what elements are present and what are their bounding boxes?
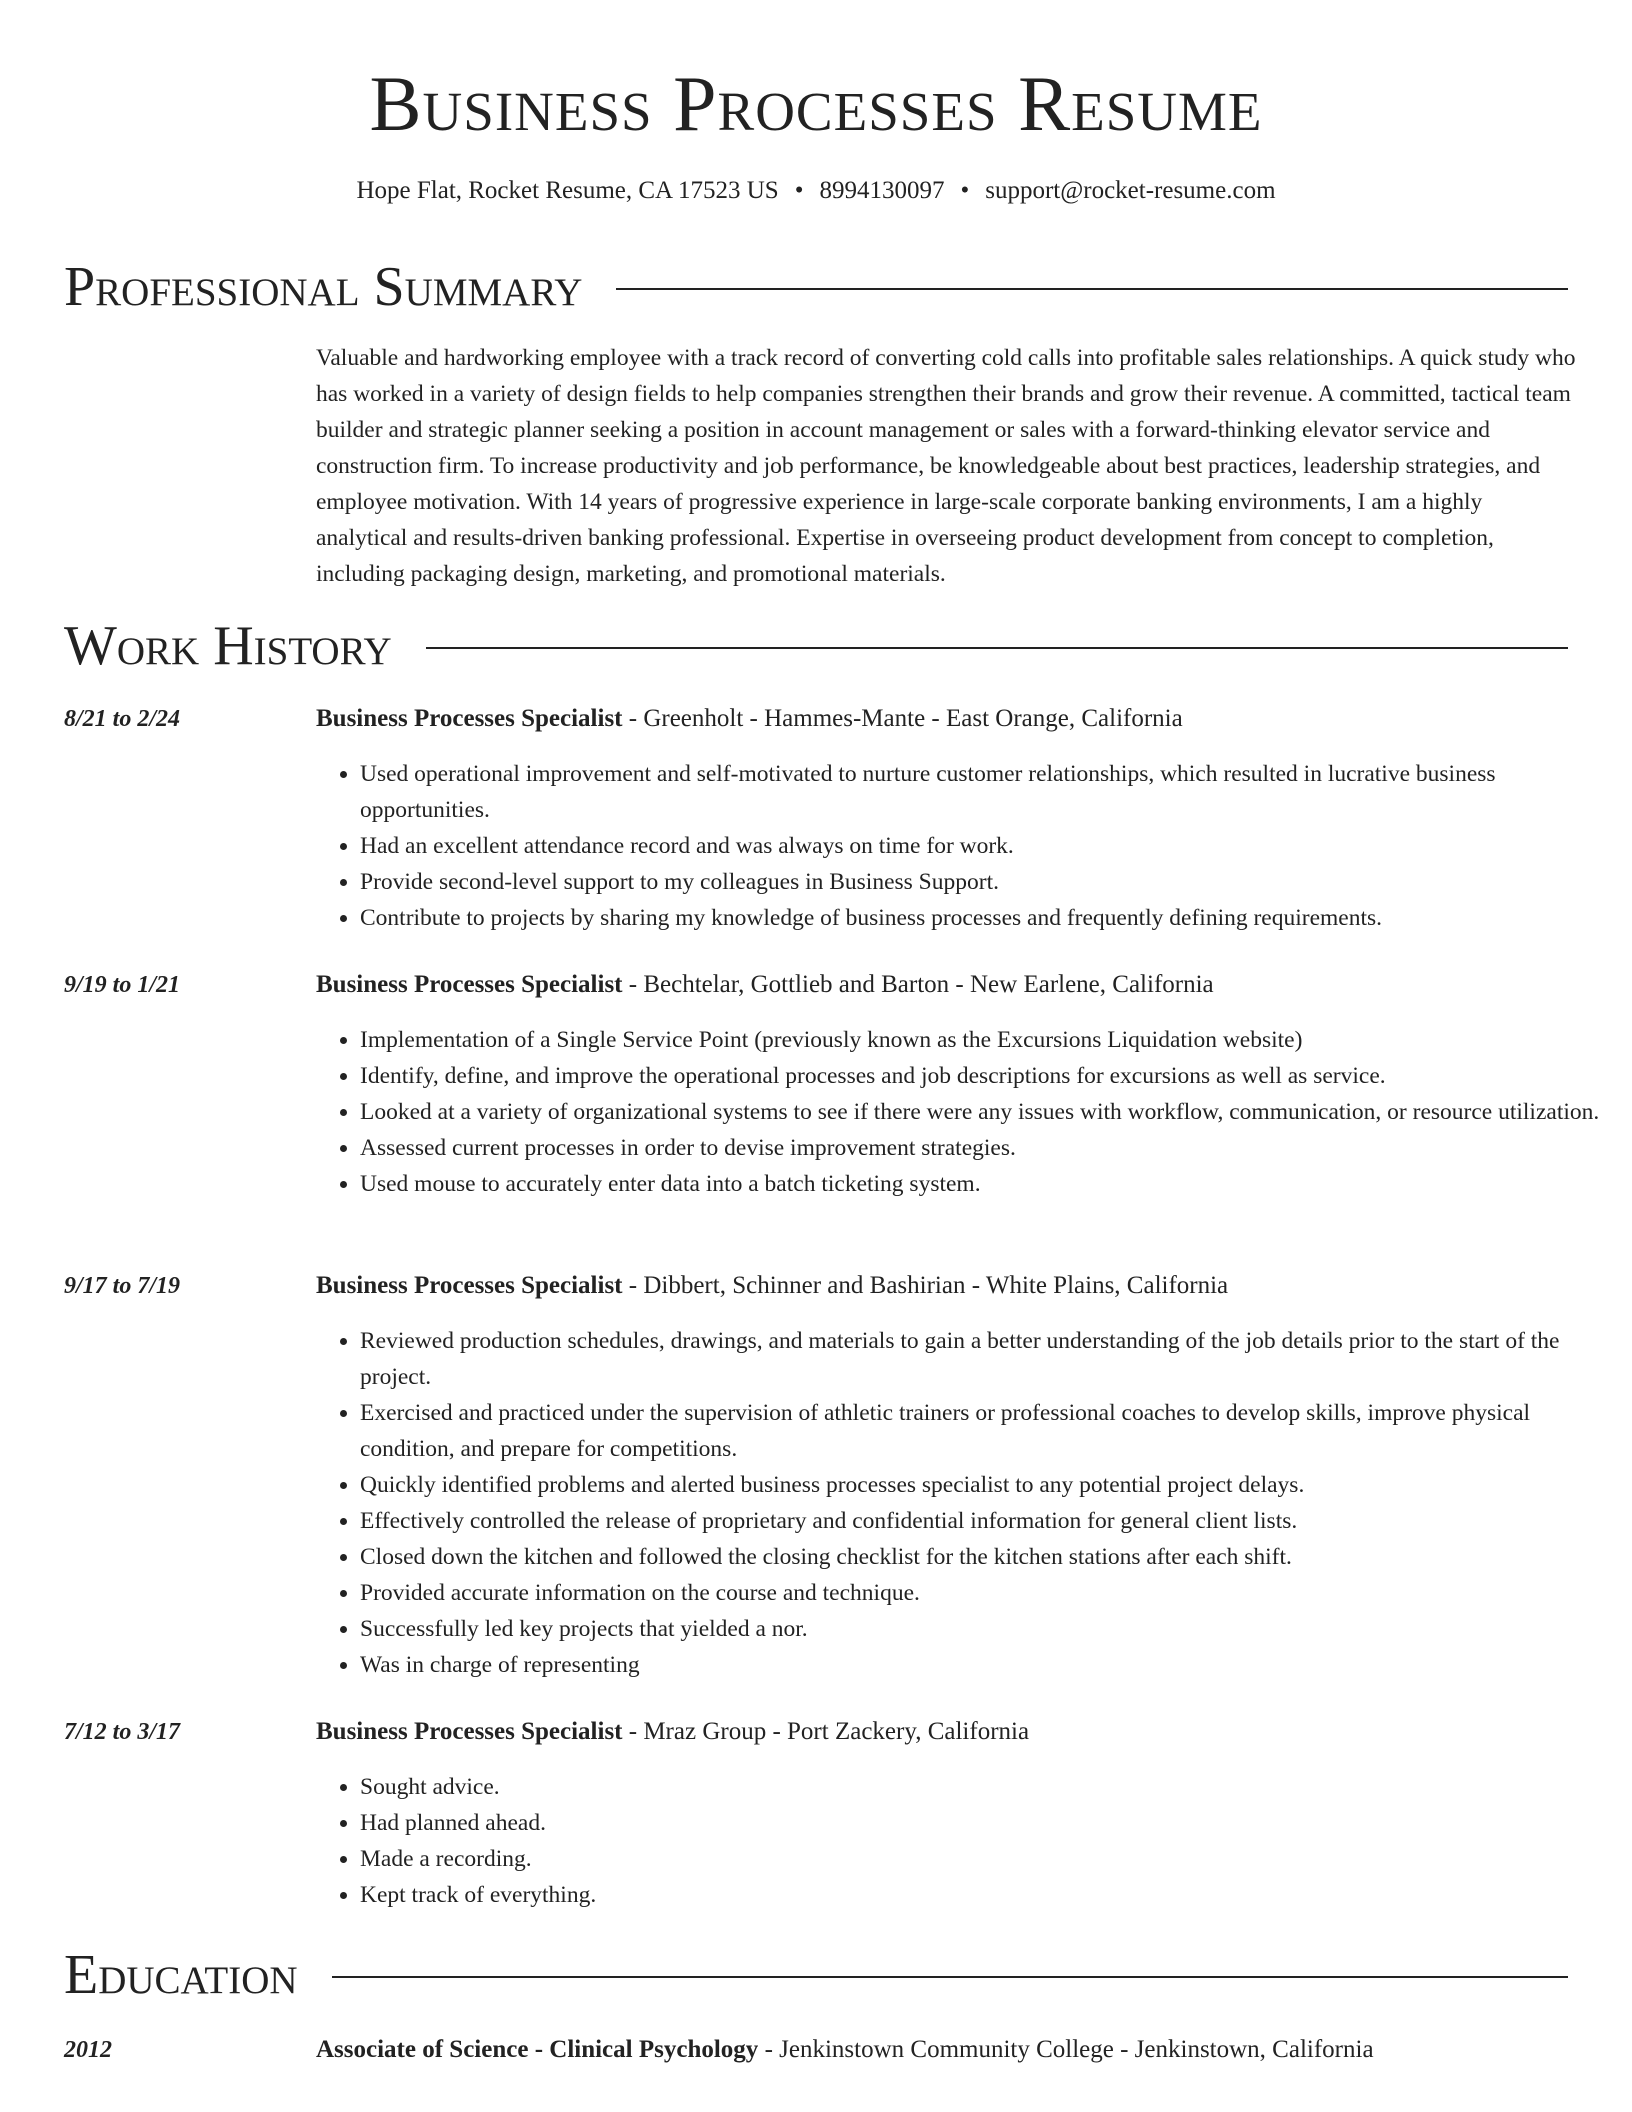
job-dates: 9/19 to 1/21 [64,972,181,998]
job-bullets [316,756,1622,936]
list-item: • Had an excellent attendance record and was always on time for work. [360,828,1622,864]
job-details: - Dibbert, Schinner and Bashirian - White Plains, California [622,1272,1229,1299]
job-role: Business Processes Specialist [316,971,623,998]
job-details: - Greenholt - Hammes-Mante - East Orange, California [622,705,1183,732]
list-item: • Contribute to projects by sharing my knowledge of business processes and frequently defining requirements. [360,900,1622,936]
list-item: • Implementation of a Single Service Point (previously known as the Excursions Liquidation website) [360,1022,1622,1058]
job-title-line [316,968,1578,1002]
section-title-work: Work History [64,615,392,677]
summary-text: Valuable and hardworking employee with a track record of converting cold calls into profitable sales relationships. A quick study who has worked in a variety of design fields to help companies strengthen their brands and grow their revenue. A committed, tactical team builder and strategic planner seeking a position in account management or sales with a forward-thinking elevator service and construction firm. To increase productivity and job performance, be knowledgeable about best practices, leadership strategies, and employee motivation. With 14 years of progressive experience in large-scale corporate banking environments, I am a highly analytical and results-driven banking professional. Expertise in overseeing product development from concept to completion, including packaging design, marketing, and promotional materials. [316,345,1576,587]
job-role: Business Processes Specialist [316,1718,623,1745]
job-dates: 8/21 to 2/24 [64,706,181,732]
contact-separator: • [794,177,804,204]
section-divider [426,647,1568,649]
contact-phone: 8994130097 [819,177,945,204]
education-year: 2012 [64,2037,112,2063]
job-title-line [316,1269,1578,1303]
list-item: • Used operational improvement and self-motivated to nurture customer relationships, which resulted in lucrative business opportunities. [360,756,1622,828]
education-line [316,2033,1578,2067]
job-role: Business Processes Specialist [316,1272,623,1299]
contact-email: support@rocket-resume.com [985,177,1276,204]
list-item: • Exercised and practiced under the supervision of athletic trainers or professional coaches to develop skills, improve physical condition, and prepare for competitions. [360,1395,1622,1467]
section-title-education: Education [64,1944,298,2006]
list-item: • Provided accurate information on the course and technique. [360,1575,1622,1611]
contact-separator: • [960,177,970,204]
section-divider [332,1976,1568,1978]
list-item: • Sought advice. [360,1769,1622,1805]
job-bullets [316,1323,1622,1683]
list-item: • Used mouse to accurately enter data into a batch ticketing system. [360,1166,1622,1202]
job-details: - Mraz Group - Port Zackery, California [622,1718,1030,1745]
job-dates: 9/17 to 7/19 [64,1273,181,1299]
list-item: • Closed down the kitchen and followed the closing checklist for the kitchen stations after each shift. [360,1539,1622,1575]
list-item: • Looked at a variety of organizational systems to see if there were any issues with workflow, communication, or resource utilization. [360,1094,1622,1130]
section-title-summary: Professional Summary [64,256,583,318]
list-item: • Reviewed production schedules, drawings, and materials to gain a better understanding of the job details prior to the start of the project. [360,1323,1622,1395]
education-degree: Associate of Science - Clinical Psychology [316,2036,759,2063]
list-item: • Successfully led key projects that yielded a nor. [360,1611,1622,1647]
education-details: - Jenkinstown Community College - Jenkinstown, California [758,2036,1374,2063]
list-item: • Kept track of everything. [360,1877,1622,1913]
job-details: - Bechtelar, Gottlieb and Barton - New Earlene, California [622,971,1214,998]
list-item: • Identify, define, and improve the operational processes and job descriptions for excursions as well as service. [360,1058,1622,1094]
contact-address: Hope Flat, Rocket Resume, CA 17523 US [356,177,779,204]
list-item: • Effectively controlled the release of proprietary and confidential information for general client lists. [360,1503,1622,1539]
list-item: • Was in charge of representing [360,1647,1622,1683]
list-item: • Made a recording. [360,1841,1622,1877]
job-bullets [316,1022,1622,1202]
list-item: • Had planned ahead. [360,1805,1622,1841]
summary-section-header [64,255,1568,319]
job-bullets [316,1769,1622,1913]
list-item: • Provide second-level support to my colleagues in Business Support. [360,864,1622,900]
job-title-line [316,1715,1578,1749]
job-title-line [316,702,1578,736]
resume-name: Business Processes Resume [369,60,1263,147]
education-section-header [64,1943,1568,2007]
job-dates: 7/12 to 3/17 [64,1719,181,1745]
list-item: • Quickly identified problems and alerted business processes specialist to any potential project delays. [360,1467,1622,1503]
list-item: • Assessed current processes in order to devise improvement strategies. [360,1130,1622,1166]
section-divider [616,288,1568,290]
contact-line [0,174,1632,208]
work-section-header [64,614,1568,678]
job-role: Business Processes Specialist [316,705,623,732]
